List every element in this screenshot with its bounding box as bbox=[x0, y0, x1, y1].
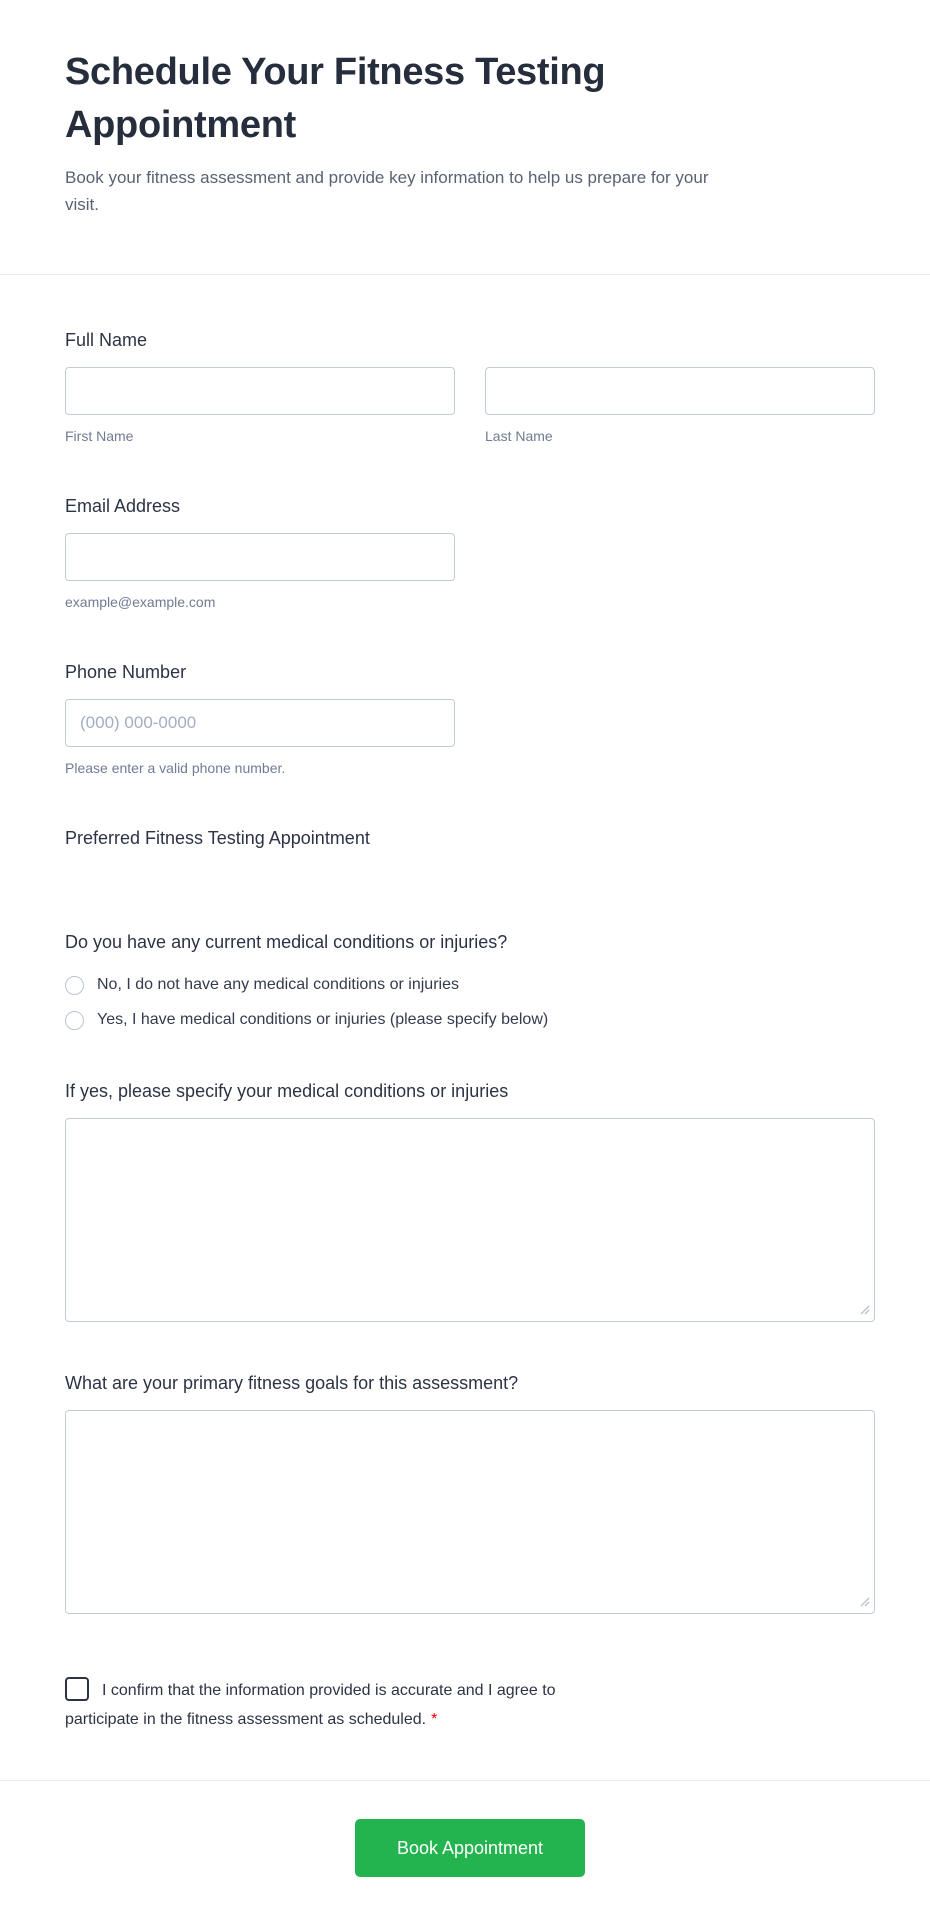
email-sublabel: example@example.com bbox=[65, 594, 216, 610]
form-subtitle: Book your fitness assessment and provide key information to help us prepare for your visit. bbox=[65, 168, 709, 214]
field-medical-details bbox=[65, 1080, 875, 1322]
form-body bbox=[0, 275, 930, 1734]
last-name-sublabel: Last Name bbox=[485, 428, 553, 444]
radio-option-yes[interactable] bbox=[65, 1010, 875, 1030]
email-input[interactable] bbox=[65, 533, 455, 581]
radio-yes-icon[interactable] bbox=[65, 1011, 84, 1030]
field-email bbox=[65, 495, 875, 611]
fitness-goals-wrap bbox=[65, 1410, 875, 1614]
fitness-goals-textarea[interactable] bbox=[65, 1410, 875, 1614]
medical-details-wrap bbox=[65, 1118, 875, 1322]
field-full-name bbox=[65, 329, 875, 445]
radio-no-label[interactable]: No, I do not have any medical conditions or injuries bbox=[97, 976, 459, 993]
phone-label: Phone Number bbox=[65, 662, 187, 682]
confirmation-checkbox[interactable] bbox=[65, 1677, 89, 1701]
last-name-input[interactable] bbox=[485, 367, 875, 415]
medical-details-textarea[interactable] bbox=[65, 1118, 875, 1322]
field-phone bbox=[65, 661, 875, 777]
full-name-label: Full Name bbox=[65, 330, 148, 350]
confirmation-label[interactable]: I confirm that the information provided is accurate and I agree to participate in the fitness assessment as scheduled. bbox=[65, 1682, 556, 1728]
last-name-col bbox=[485, 367, 875, 445]
first-name-input[interactable] bbox=[65, 367, 455, 415]
first-name-sublabel: First Name bbox=[65, 428, 134, 444]
book-appointment-button[interactable]: Book Appointment bbox=[355, 1819, 585, 1877]
phone-input[interactable] bbox=[65, 699, 455, 747]
form-header bbox=[0, 0, 930, 275]
phone-helper: Please enter a valid phone number. bbox=[65, 760, 286, 776]
field-appointment bbox=[65, 827, 875, 881]
appointment-label: Preferred Fitness Testing Appointment bbox=[65, 828, 370, 848]
name-inputs-row bbox=[65, 367, 875, 445]
resize-grip-icon[interactable] bbox=[858, 1595, 870, 1607]
resize-grip-icon[interactable] bbox=[858, 1303, 870, 1315]
fitness-goals-label: What are your primary fitness goals for this assessment? bbox=[65, 1373, 519, 1393]
email-label: Email Address bbox=[65, 496, 181, 516]
form-footer bbox=[0, 1781, 930, 1928]
appointment-widget-placeholder bbox=[65, 865, 875, 881]
form-title: Schedule Your Fitness Testing Appointment bbox=[65, 51, 606, 146]
field-confirmation[interactable] bbox=[65, 1676, 625, 1734]
field-fitness-goals bbox=[65, 1372, 875, 1614]
first-name-col bbox=[65, 367, 455, 445]
radio-yes-label[interactable]: Yes, I have medical conditions or injuries (please specify below) bbox=[97, 1011, 549, 1028]
field-medical-conditions bbox=[65, 931, 875, 1030]
required-asterisk: * bbox=[431, 1711, 438, 1728]
radio-no-icon[interactable] bbox=[65, 976, 84, 995]
medical-conditions-question: Do you have any current medical conditions or injuries? bbox=[65, 932, 508, 952]
radio-option-no[interactable] bbox=[65, 975, 875, 995]
medical-details-label: If yes, please specify your medical conditions or injuries bbox=[65, 1081, 509, 1101]
